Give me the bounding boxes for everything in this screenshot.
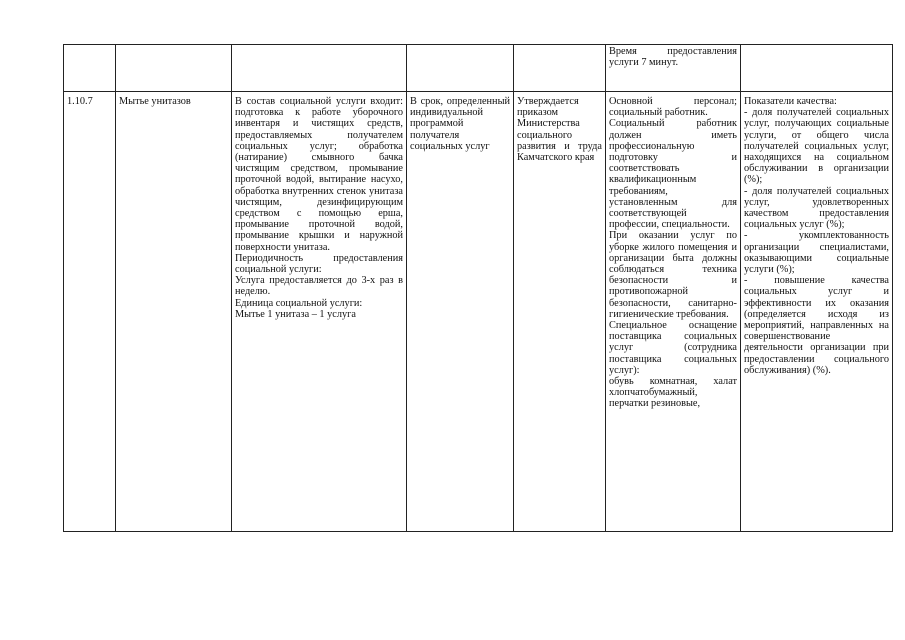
services-table <box>63 44 893 532</box>
content-paragraph: Единица социальной услуги: <box>235 297 363 309</box>
cell-term <box>407 92 514 532</box>
table-row-top <box>64 45 893 92</box>
time-text: Время предоставления услуги 7 минут. <box>609 46 737 69</box>
conditions-paragraph: Основной персонал; социальный работник. <box>609 96 737 119</box>
conditions-paragraph: Специальное оснащение поставщика социальных услуг (сотрудника поставщика социальных услуг): <box>609 320 737 376</box>
cell-empty <box>232 45 407 92</box>
tariff-text: Утверждается приказом Министерства социального развития и труда Камчатского края <box>517 96 602 164</box>
cell-conditions <box>606 92 741 532</box>
cell-tariff <box>514 92 606 532</box>
cell-name <box>116 92 232 532</box>
content-paragraph: Периодичность предоставления социальной услуги: <box>235 252 403 276</box>
cell-empty <box>514 45 606 92</box>
cell-empty <box>64 45 116 92</box>
row-number: 1.10.7 <box>67 96 93 107</box>
quality-paragraph: Показатели качества: <box>744 96 837 107</box>
conditions-paragraph: обувь комнатная, халат хлопчатобумажный, перчатки резиновые, <box>609 376 737 410</box>
service-name: Мытье унитазов <box>119 96 191 107</box>
quality-paragraph: - повышение качества социальных услуг и эффективности их оказания (определяется исходя из мероприятий, направленных на совершенствование деятельности организации при предоставлении социального обслуживания) (%). <box>744 275 889 376</box>
content-paragraph: В состав социальной услуги входит: подготовка к работе уборочного инвентаря и чистящих средств, предоставляемых получателем социальных услуг; обработка (натирание) смывного бачка чистящим средством, промывание проточной водой, вытирание насухо, обработка внутренних стенок унитаза чистящим, дезинфицирующим средством с помощью ерша, промывание проточной водой, промывание крышки и наружной поверхности унитаза. <box>235 96 403 253</box>
cell-empty <box>116 45 232 92</box>
quality-paragraph: - укомплектованность организации специалистами, оказывающими социальные услуги (%); <box>744 230 889 276</box>
cell-number <box>64 92 116 532</box>
cell-empty <box>741 45 893 92</box>
cell-content <box>232 92 407 532</box>
term-text: В срок, определенный индивидуальной программой получателя социальных услуг <box>410 96 510 152</box>
quality-paragraph: - доля получателей социальных услуг, получающих социальные услуги, от общего числа получателей социальных услуг, находящихся на социальном обслуживании в организации (%); <box>744 107 889 186</box>
conditions-paragraph: Социальный работник должен иметь профессиональную подготовку и соответствовать квалификационным требованиям, установленным для соответствующей профессии, специальности. <box>609 118 737 231</box>
quality-paragraph: - доля получателей социальных услуг, удовлетворенных качеством предоставления социальных услуг (%); <box>744 185 889 231</box>
content-paragraph: Мытье 1 унитаза – 1 услуга <box>235 308 356 320</box>
cell-time <box>606 45 741 92</box>
table-row <box>64 92 893 532</box>
content-paragraph: Услуга предоставляется до 3-х раз в неделю. <box>235 275 403 298</box>
cell-quality <box>741 92 893 532</box>
cell-empty <box>407 45 514 92</box>
conditions-paragraph: При оказании услуг по уборке жилого помещения и организации быта должны соблюдаться техника безопасности и противопожарной безопасности, санитарно-гигиенические требования. <box>609 230 737 320</box>
